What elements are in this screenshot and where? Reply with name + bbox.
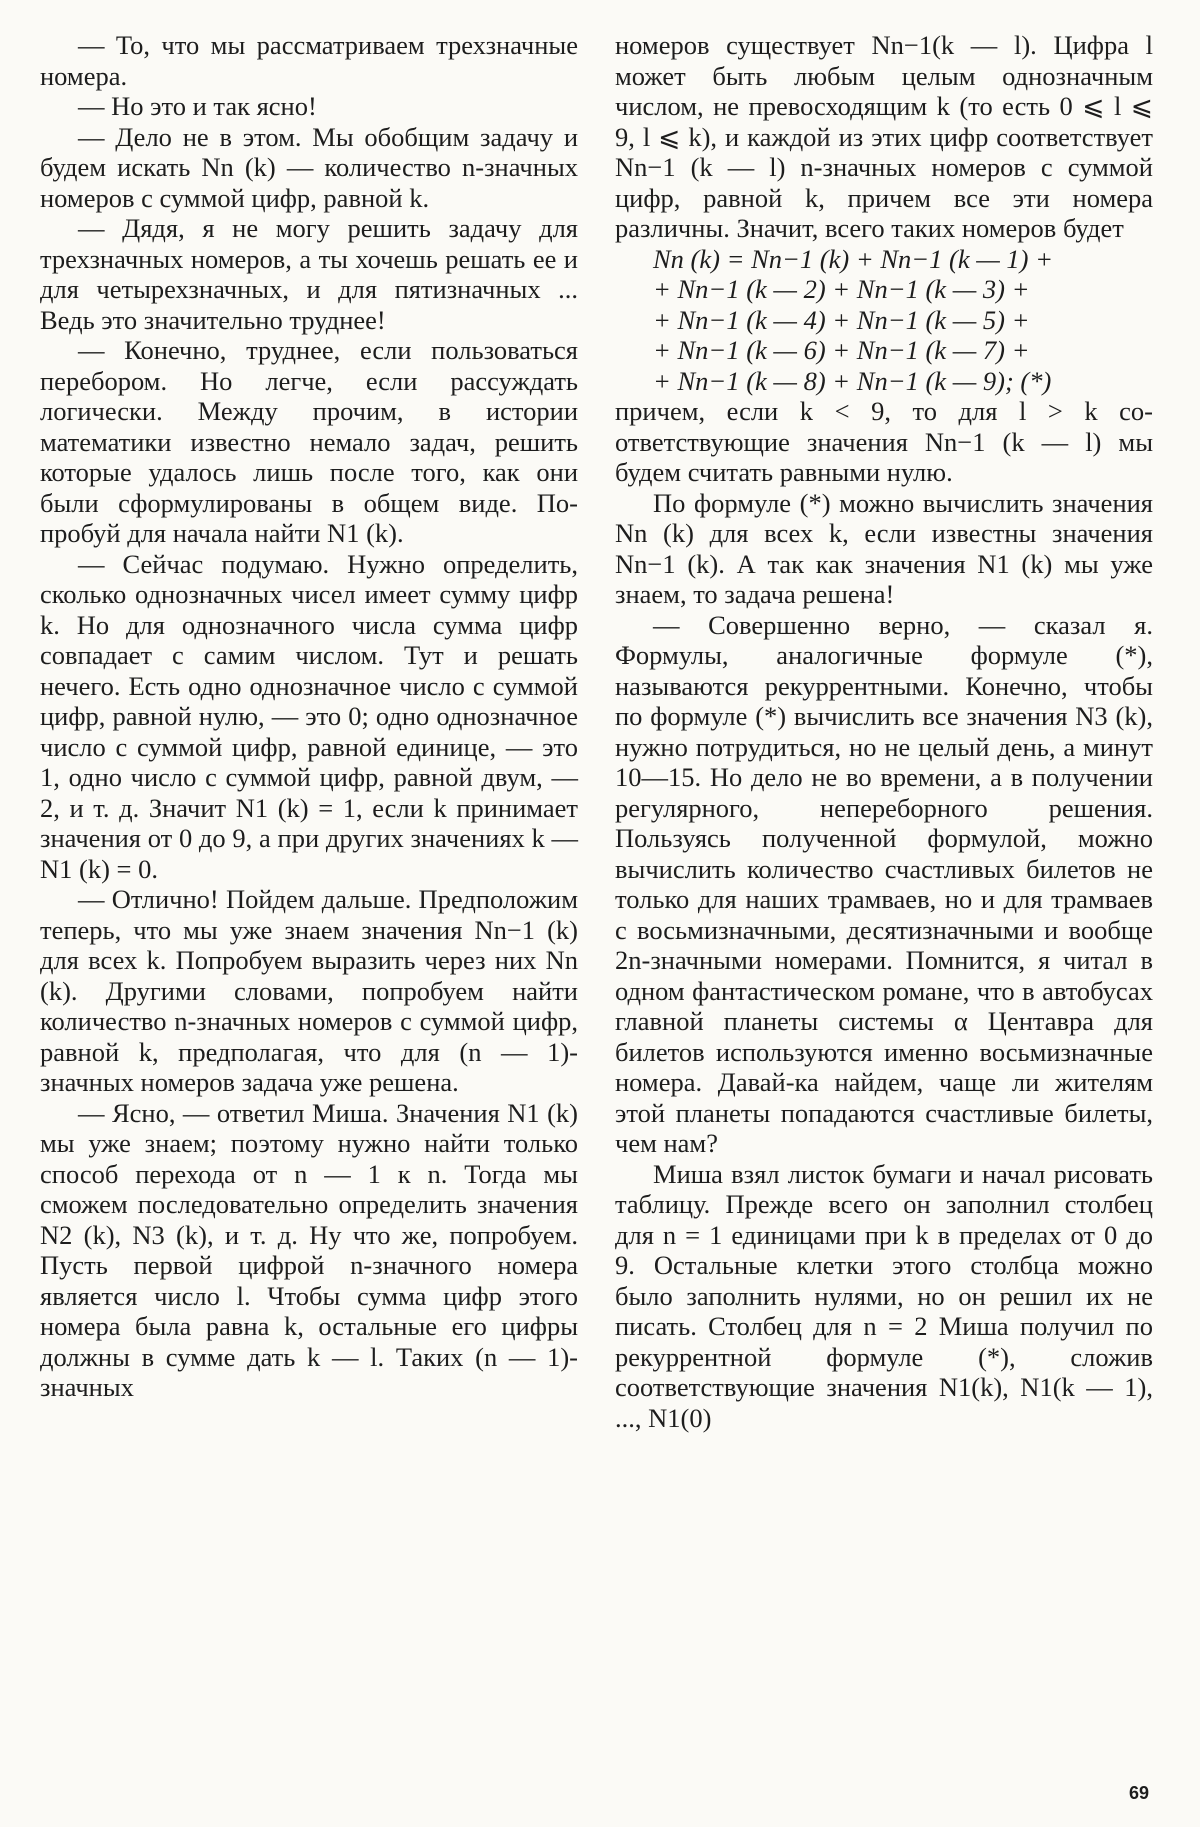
formula-line-5: + Nn−1 (k — 8) + Nn−1 (k — 9); (*) xyxy=(653,365,1052,396)
recurrence-formula xyxy=(615,244,1153,397)
paragraph-2: — Но это и так ясно! xyxy=(78,91,317,121)
paragraph-3: — Дело не в этом. Мы обобщим задачу и будем искать Nn (k) — количество n-значных номеров с суммой цифр, равной k. xyxy=(40,121,578,213)
formula-line-2: + Nn−1 (k — 2) + Nn−1 (k — 3) + xyxy=(653,274,1030,304)
paragraph-4: — Дядя, я не могу решить задачу для трехзначных номеров, а ты хочешь решать ее и для четырехзначных, и для пятизначных ... Ведь это значительно труднее! xyxy=(40,213,578,335)
paragraph-8: — Ясно, — ответил Миша. Значения N1 (k) мы уже знаем; поэтому нужно найти только способ перехода от n — 1 к n. Тогда мы сможем последовательно определить значения N2 (k), N3 (k), и т. д. Ну что же, попробуем. Пусть первой цифрой n-значного номера является число l. Чтобы сумма цифр этого номера была равна k, остальные его цифры должны в сумме дать k — l. Таких (n — 1)-значных xyxy=(40,1097,578,1402)
formula-line-3: + Nn−1 (k — 4) + Nn−1 (k — 5) + xyxy=(653,304,1030,335)
formula-line-4: + Nn−1 (k — 6) + Nn−1 (k — 7) + xyxy=(653,335,1030,365)
paragraph-11: Миша взял листок бумаги и начал рисовать таблицу. Прежде всего он заполнил столбец для n = 1 единицами при k в пределах от 0 до 9. Остальные клетки этого столбца можно было заполнить нулями, но он решил их не писать. Столбец для n = 2 Миша получил по рекуррентной формуле (*), сложив соответствующие значения N1(k), N1(k — 1), ..., N1(0) xyxy=(615,1158,1153,1433)
paragraph-10: — Совершенно верно, — сказал я. Формулы, аналогичные формуле (*), называются рекуррентными. Конечно, чтобы по формуле (*) вычислить все значения N3 (k), нужно потрудиться, но не целый день, а минут 10—15. Но дело не во времени, а в получении регулярного, непереборного решения. Пользуясь полученной формулой, можно вычислить количество счастливых билетов не только для наших трамваев, но и для трамваев с восьмизначными, десятизначными и вообще 2n-значными номерами. Помнится, я читал в одном фантастическом романе, что в автобусах главной планеты системы α Центавра для билетов используются именно восьмизначные номера. Давай-ка найдем, чаще ли жителям этой планеты попадаются счастливые билеты, чем нам? xyxy=(615,609,1153,1158)
paragraph-5: — Конечно, труднее, если пользоваться перебором. Но легче, если рассуждать логически. Между прочим, в истории математики известно немало задач, решить которые удалось лишь после того, как они были сформулированы в общем виде. Попробуй для начала найти N1 (k). xyxy=(40,335,578,548)
left-column xyxy=(40,30,578,1403)
formula-line-1: Nn (k) = Nn−1 (k) + Nn−1 (k — 1) + xyxy=(653,243,1053,274)
formula-note: причем, если k < 9, то для l > k соответствующие значения Nn−1 (k — l) мы будем считать равными нулю. xyxy=(615,396,1153,487)
paragraph-continued: номеров существует Nn−1(k — l). Цифра l может быть любым целым однозначным числом, не превосходящим k (то есть 0 ⩽ l ⩽ 9, l ⩽ k), и каждой из этих цифр соответствует Nn−1 (k — l) n-значных номеров с суммой цифр, равной k, причем все эти номера различны. Значит, всего таких номеров будет xyxy=(615,30,1153,243)
paragraph-1: — То, что мы рассматриваем трехзначные номера. xyxy=(40,30,578,91)
page-number: 69 xyxy=(1129,1783,1150,1803)
paragraph-9: По формуле (*) можно вычислить значения Nn (k) для всех k, если известны значения Nn−1 (k). А так как значения N1 (k) мы уже знаем, то задача решена! xyxy=(615,487,1153,609)
paragraph-6: — Сейчас подумаю. Нужно определить, сколько однозначных чисел имеет сумму цифр k. Но для однозначного числа сумма цифр совпадает с самим числом. Тут и решать нечего. Есть одно однозначное число с суммой цифр, равной нулю, — это 0; одно однозначное число с суммой цифр, равной единице, — это 1, одно число с суммой цифр, равной двум, — 2, и т. д. Значит N1 (k) = 1, если k принимает значения от 0 до 9, а при других значениях k — N1 (k) = 0. xyxy=(40,548,578,884)
paragraph-7: — Отлично! Пойдем дальше. Предположим теперь, что мы уже знаем значения Nn−1 (k) для всех k. Попробуем выразить через них Nn (k). Другими словами, попробуем найти количество n-значных номеров с суммой цифр, равной k, предполагая, что для (n — 1)-значных номеров задача уже решена. xyxy=(40,884,578,1097)
right-column xyxy=(615,30,1153,1433)
